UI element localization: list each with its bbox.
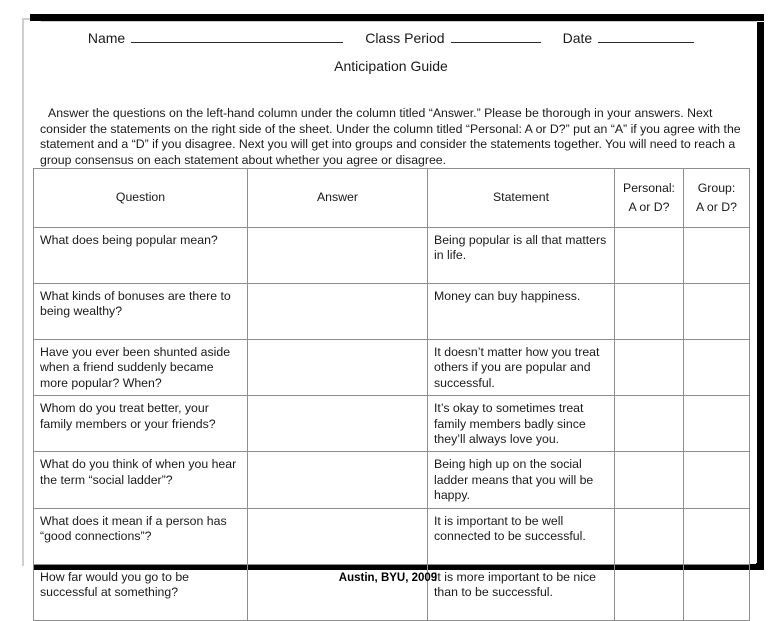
cell-group[interactable] (684, 396, 750, 452)
cell-statement: It is important to be well connected to be successful. (428, 508, 615, 564)
column-header-personal (615, 169, 684, 228)
cell-group[interactable] (684, 452, 750, 508)
name-label: Name (87, 30, 126, 46)
column-header-group-line1: Group: (697, 181, 736, 195)
column-header-answer: Answer (248, 169, 428, 228)
cell-personal[interactable] (615, 340, 684, 396)
cell-group[interactable] (684, 284, 750, 340)
column-header-group (684, 169, 750, 228)
table-row (34, 340, 750, 396)
table-row (34, 508, 750, 564)
cell-question: Whom do you treat better, your family members or your friends? (34, 396, 248, 452)
name-input-rule[interactable] (131, 30, 343, 43)
date-input-rule[interactable] (598, 30, 694, 43)
column-header-statement: Statement (428, 169, 615, 228)
cell-answer[interactable] (248, 452, 428, 508)
table-row (34, 228, 750, 284)
table-row (34, 452, 750, 508)
instructions-paragraph: Answer the questions on the left-hand column under the column titled “Answer.” Please be thorough in your answers. Next consider the statements on the right side of the sheet. Under the column titled “Personal: A or D?” put an “A” if you agree with the statement and a “D” if you disagree. Next you will get into groups and consider the statements together. You will need to reach a group consensus on each statement about whether you agree or disagree. (40, 106, 741, 168)
cell-answer[interactable] (248, 396, 428, 452)
cell-personal[interactable] (615, 284, 684, 340)
cell-answer[interactable] (248, 228, 428, 284)
cell-group[interactable] (684, 340, 750, 396)
column-header-personal-line2: A or D? (628, 200, 670, 214)
cell-personal[interactable] (615, 508, 684, 564)
column-header-question: Question (34, 169, 248, 228)
table-row (34, 396, 750, 452)
table-row (34, 284, 750, 340)
cell-statement: It doesn’t matter how you treat others if you are popular and successful. (428, 340, 615, 396)
cell-personal[interactable] (615, 228, 684, 284)
cell-statement: Being popular is all that matters in life. (428, 228, 615, 284)
column-header-personal-line1: Personal: (623, 181, 675, 195)
identification-line (26, 30, 756, 54)
cell-question: What do you think of when you hear the term “social ladder”? (34, 452, 248, 508)
cell-statement: It is more important to be nice than to be successful. (428, 564, 615, 620)
cell-question: What does being popular mean? (34, 228, 248, 284)
cell-group[interactable] (684, 228, 750, 284)
cell-statement: It’s okay to sometimes treat family members badly since they’ll always love you. (428, 396, 615, 452)
class-period-input-rule[interactable] (451, 30, 541, 43)
anticipation-guide-table (33, 168, 750, 621)
class-period-label: Class Period (365, 30, 445, 46)
date-label: Date (562, 30, 593, 46)
table-header-row (34, 169, 750, 228)
cell-answer[interactable] (248, 284, 428, 340)
cell-question: Have you ever been shunted aside when a friend suddenly became more popular? When? (34, 340, 248, 396)
cell-personal[interactable] (615, 396, 684, 452)
footer-credit: Austin, BYU, 2009 (338, 572, 438, 584)
cell-question: What does it mean if a person has “good connections”? (34, 508, 248, 564)
column-header-group-line2: A or D? (695, 200, 737, 214)
frame-hairline-left (22, 18, 24, 566)
cell-statement: Being high up on the social ladder means that you will be happy. (428, 452, 615, 508)
cell-question: What kinds of bonuses are there to being wealthy? (34, 284, 248, 340)
page-title: Anticipation Guide (334, 58, 448, 74)
cell-question: How far would you go to be successful at something? (34, 564, 248, 620)
frame-bar-top (30, 14, 764, 21)
cell-personal[interactable] (615, 452, 684, 508)
cell-answer[interactable] (248, 508, 428, 564)
cell-group[interactable] (684, 508, 750, 564)
cell-answer[interactable] (248, 340, 428, 396)
frame-bar-right (757, 22, 764, 570)
table-body (34, 228, 750, 621)
cell-statement: Money can buy happiness. (428, 284, 615, 340)
